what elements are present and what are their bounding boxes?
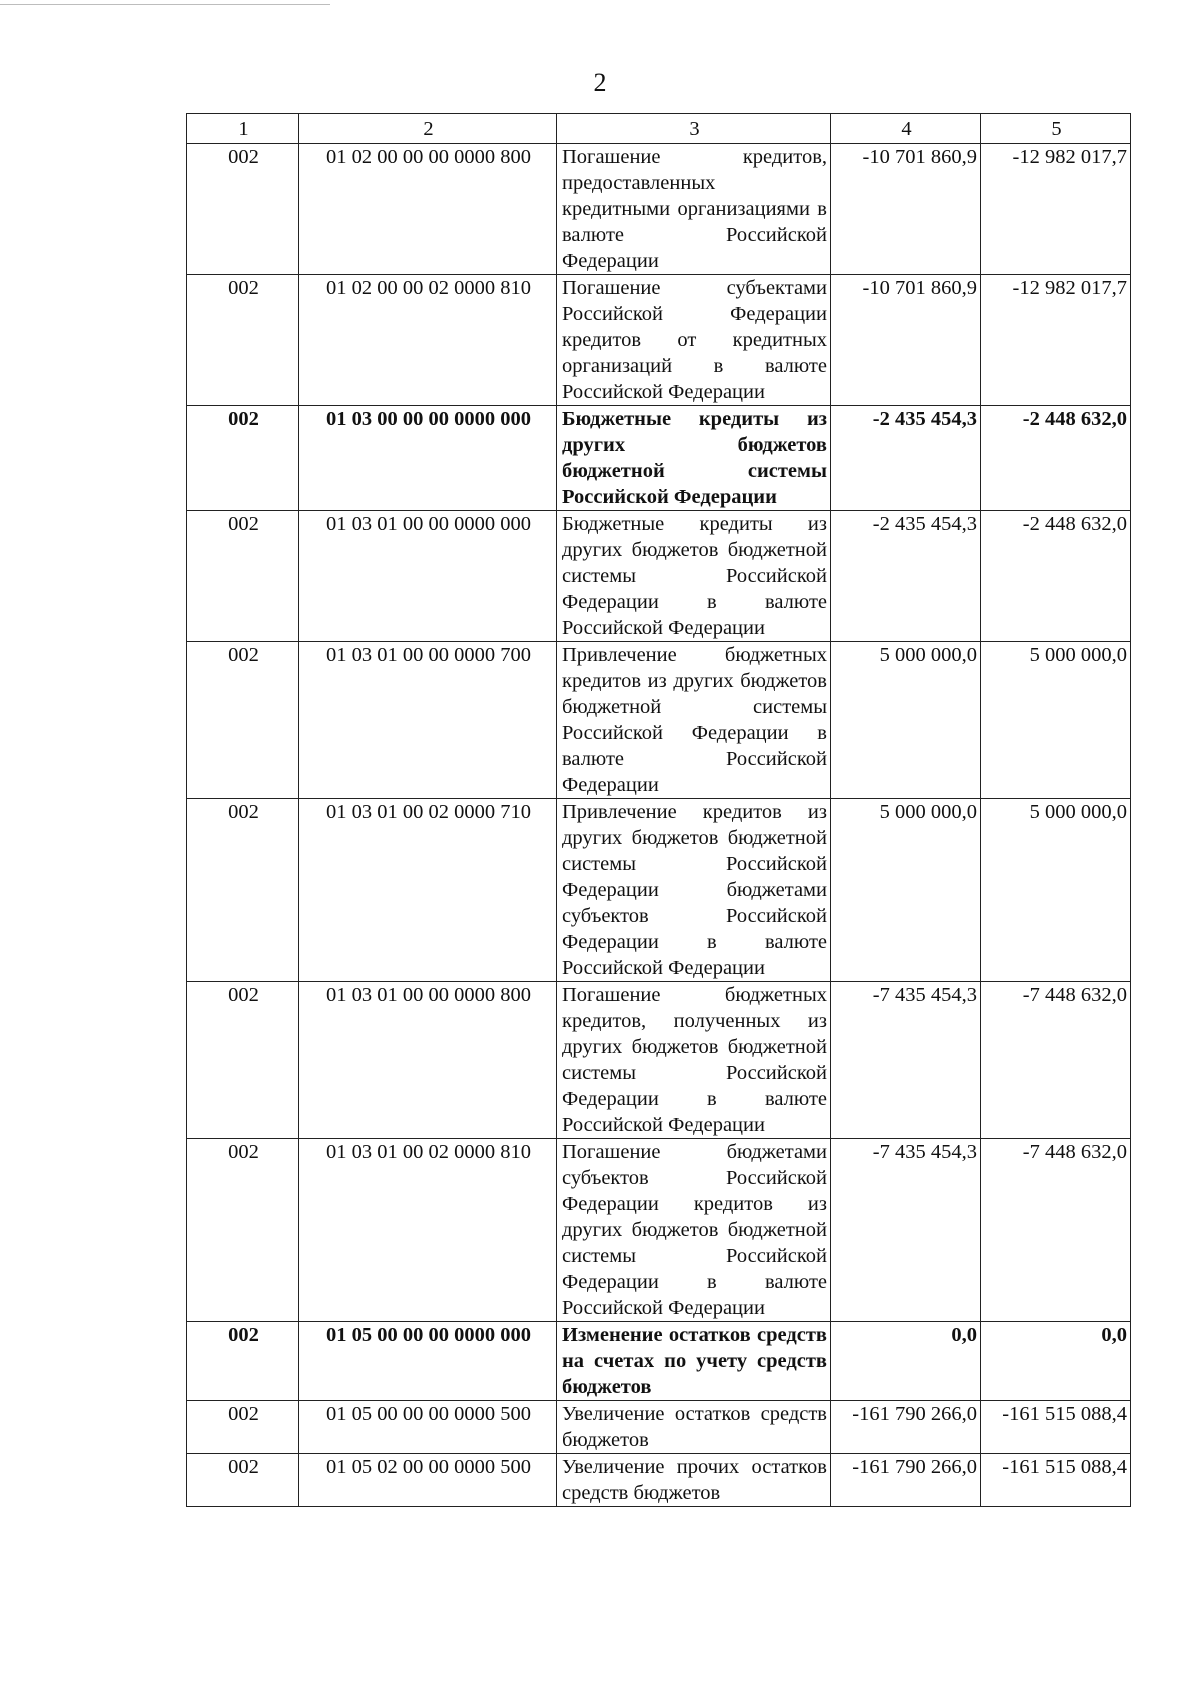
source-name-cell: Погашение субъектами Российской Федерации кредитов от кредитных организаций в валюте Российской Федерации	[557, 275, 831, 406]
admin-code-cell: 002	[187, 144, 299, 275]
table-row	[187, 406, 1131, 511]
table-row	[187, 275, 1131, 406]
amount-year-1-cell: 5 000 000,0	[831, 799, 981, 982]
amount-year-1-cell: -7 435 454,3	[831, 1139, 981, 1322]
column-header-5: 5	[981, 114, 1131, 144]
budget-code-cell: 01 05 00 00 00 0000 500	[299, 1401, 557, 1454]
table-row	[187, 799, 1131, 982]
amount-year-2-cell: -2 448 632,0	[981, 406, 1131, 511]
column-header-3: 3	[557, 114, 831, 144]
admin-code-cell: 002	[187, 982, 299, 1139]
source-name-cell: Погашение бюджетами субъектов Российской Федерации кредитов из других бюджетов бюджетной системы Российской Федерации в валюте Российской Федерации	[557, 1139, 831, 1322]
amount-year-1-cell: -7 435 454,3	[831, 982, 981, 1139]
admin-code-cell: 002	[187, 406, 299, 511]
source-name-cell: Привлечение бюджетных кредитов из других бюджетов бюджетной системы Российской Федерации в валюте Российской Федерации	[557, 642, 831, 799]
amount-year-1-cell: -2 435 454,3	[831, 406, 981, 511]
budget-code-cell: 01 03 01 00 02 0000 810	[299, 1139, 557, 1322]
source-name-cell: Привлечение кредитов из других бюджетов бюджетной системы Российской Федерации бюджетами субъектов Российской Федерации в валюте Российской Федерации	[557, 799, 831, 982]
admin-code-cell: 002	[187, 1401, 299, 1454]
column-header-4: 4	[831, 114, 981, 144]
budget-code-cell: 01 03 01 00 00 0000 700	[299, 642, 557, 799]
budget-code-cell: 01 05 02 00 00 0000 500	[299, 1454, 557, 1507]
table-row	[187, 511, 1131, 642]
amount-year-2-cell: -161 515 088,4	[981, 1401, 1131, 1454]
budget-code-cell: 01 02 00 00 00 0000 800	[299, 144, 557, 275]
source-name-cell: Бюджетные кредиты из других бюджетов бюджетной системы Российской Федерации	[557, 406, 831, 511]
budget-code-cell: 01 02 00 00 02 0000 810	[299, 275, 557, 406]
source-name-cell: Погашение кредитов, предоставленных кредитными организациями в валюте Российской Федерации	[557, 144, 831, 275]
column-header-1: 1	[187, 114, 299, 144]
budget-code-cell: 01 03 01 00 00 0000 800	[299, 982, 557, 1139]
amount-year-2-cell: -2 448 632,0	[981, 511, 1131, 642]
amount-year-1-cell: 5 000 000,0	[831, 642, 981, 799]
admin-code-cell: 002	[187, 275, 299, 406]
budget-code-cell: 01 03 01 00 00 0000 000	[299, 511, 557, 642]
table-row	[187, 642, 1131, 799]
table-row	[187, 144, 1131, 275]
table-row	[187, 1139, 1131, 1322]
amount-year-1-cell: 0,0	[831, 1322, 981, 1401]
amount-year-2-cell: -12 982 017,7	[981, 275, 1131, 406]
source-name-cell: Увеличение остатков средств бюджетов	[557, 1401, 831, 1454]
source-name-cell: Погашение бюджетных кредитов, полученных из других бюджетов бюджетной системы Российской Федерации в валюте Российской Федерации	[557, 982, 831, 1139]
budget-code-cell: 01 03 01 00 02 0000 710	[299, 799, 557, 982]
table-row	[187, 982, 1131, 1139]
page-number: 2	[593, 68, 607, 97]
amount-year-2-cell: 5 000 000,0	[981, 799, 1131, 982]
admin-code-cell: 002	[187, 642, 299, 799]
amount-year-1-cell: -10 701 860,9	[831, 275, 981, 406]
amount-year-1-cell: -161 790 266,0	[831, 1401, 981, 1454]
amount-year-2-cell: -7 448 632,0	[981, 1139, 1131, 1322]
budget-code-cell: 01 05 00 00 00 0000 000	[299, 1322, 557, 1401]
column-header-2: 2	[299, 114, 557, 144]
amount-year-2-cell: -7 448 632,0	[981, 982, 1131, 1139]
amount-year-2-cell: -12 982 017,7	[981, 144, 1131, 275]
table-row	[187, 1322, 1131, 1401]
admin-code-cell: 002	[187, 511, 299, 642]
admin-code-cell: 002	[187, 1322, 299, 1401]
table-row	[187, 1454, 1131, 1507]
source-name-cell: Изменение остатков средств на счетах по учету средств бюджетов	[557, 1322, 831, 1401]
admin-code-cell: 002	[187, 799, 299, 982]
amount-year-2-cell: -161 515 088,4	[981, 1454, 1131, 1507]
amount-year-1-cell: -2 435 454,3	[831, 511, 981, 642]
column-number-row	[187, 114, 1131, 144]
amount-year-1-cell: -10 701 860,9	[831, 144, 981, 275]
source-name-cell: Бюджетные кредиты из других бюджетов бюджетной системы Российской Федерации в валюте Российской Федерации	[557, 511, 831, 642]
amount-year-1-cell: -161 790 266,0	[831, 1454, 981, 1507]
source-name-cell: Увеличение прочих остатков средств бюджетов	[557, 1454, 831, 1507]
amount-year-2-cell: 0,0	[981, 1322, 1131, 1401]
budget-code-cell: 01 03 00 00 00 0000 000	[299, 406, 557, 511]
scan-edge-line	[0, 4, 330, 5]
budget-sources-table	[186, 113, 1131, 1507]
admin-code-cell: 002	[187, 1139, 299, 1322]
table-row	[187, 1401, 1131, 1454]
amount-year-2-cell: 5 000 000,0	[981, 642, 1131, 799]
admin-code-cell: 002	[187, 1454, 299, 1507]
